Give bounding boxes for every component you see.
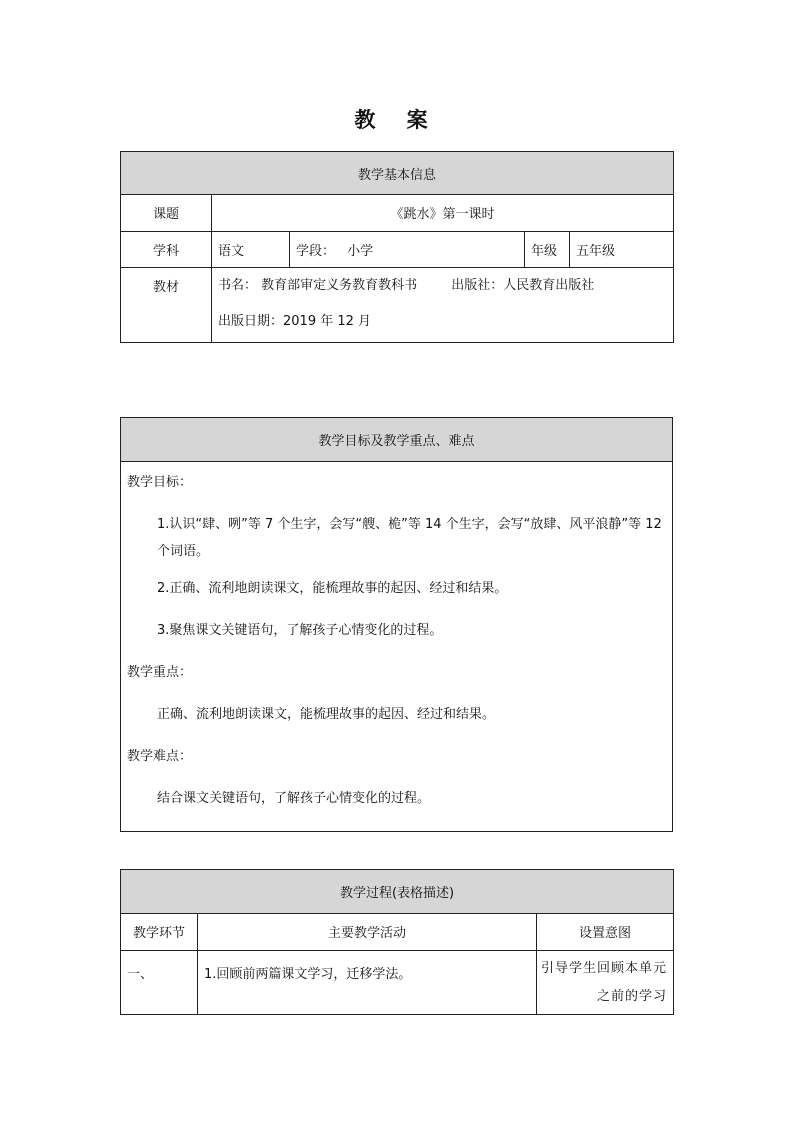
column-header-purpose: 设置意图 (537, 914, 674, 951)
publisher-line: 出版社：人民教育出版社 (451, 278, 595, 293)
key-point-label: 教学重点： (127, 665, 193, 680)
book-line: 书名： 教育部审定义务教育教科书 (218, 278, 418, 293)
process-header: 教学过程(表格描述) (121, 870, 674, 914)
subject-label: 学科 (121, 232, 212, 268)
process-table (120, 869, 674, 1015)
table-row (121, 951, 674, 1015)
topic-label: 课题 (121, 195, 212, 232)
topic-value: 《跳水》第一课时 (212, 195, 674, 232)
goals-table (120, 417, 673, 832)
step-cell: 一、 (121, 951, 198, 1015)
publish-date-line: 出版日期：2019 年 12 月 (218, 314, 372, 329)
key-point-text: 正确、流利地朗读课文，能梳理故事的起因、经过和结果。 (157, 707, 496, 722)
column-header-step: 教学环节 (121, 914, 198, 951)
column-header-activity: 主要教学活动 (198, 914, 537, 951)
grade-label: 年级 (525, 232, 570, 268)
purpose-cell: 引导学生回顾本单元之前的学习 (537, 951, 674, 1015)
document-title: 教 案 (354, 108, 440, 132)
material-value (212, 268, 674, 343)
goal-item-3: 3.聚焦课文关键语句，了解孩子心情变化的过程。 (157, 623, 443, 638)
material-label: 教材 (121, 268, 212, 343)
stage-cell (290, 232, 525, 268)
subject-value: 语文 (212, 232, 290, 268)
difficulty-label: 教学难点： (127, 749, 193, 764)
basic-info-table (120, 151, 674, 343)
difficulty-text: 结合课文关键语句，了解孩子心情变化的过程。 (157, 791, 431, 806)
grade-value: 五年级 (570, 232, 674, 268)
activity-cell: 1.回顾前两篇课文学习，迁移学法。 (198, 951, 537, 1015)
goal-item-2: 2.正确、流利地朗读课文，能梳理故事的起因、经过和结果。 (157, 581, 508, 596)
basic-info-header: 教学基本信息 (121, 152, 674, 195)
goals-body (121, 462, 673, 832)
goal-item-1: 1.认识“肆、咧”等 7 个生字，会写“艘、桅”等 14 个生字，会写“放肆、风平浪静”等 12 个词语。 (157, 517, 662, 559)
stage-value: 小学 (347, 244, 374, 259)
stage-label: 学段： (296, 244, 336, 259)
goal-label: 教学目标： (127, 475, 193, 490)
goals-header: 教学目标及教学重点、难点 (121, 418, 673, 462)
